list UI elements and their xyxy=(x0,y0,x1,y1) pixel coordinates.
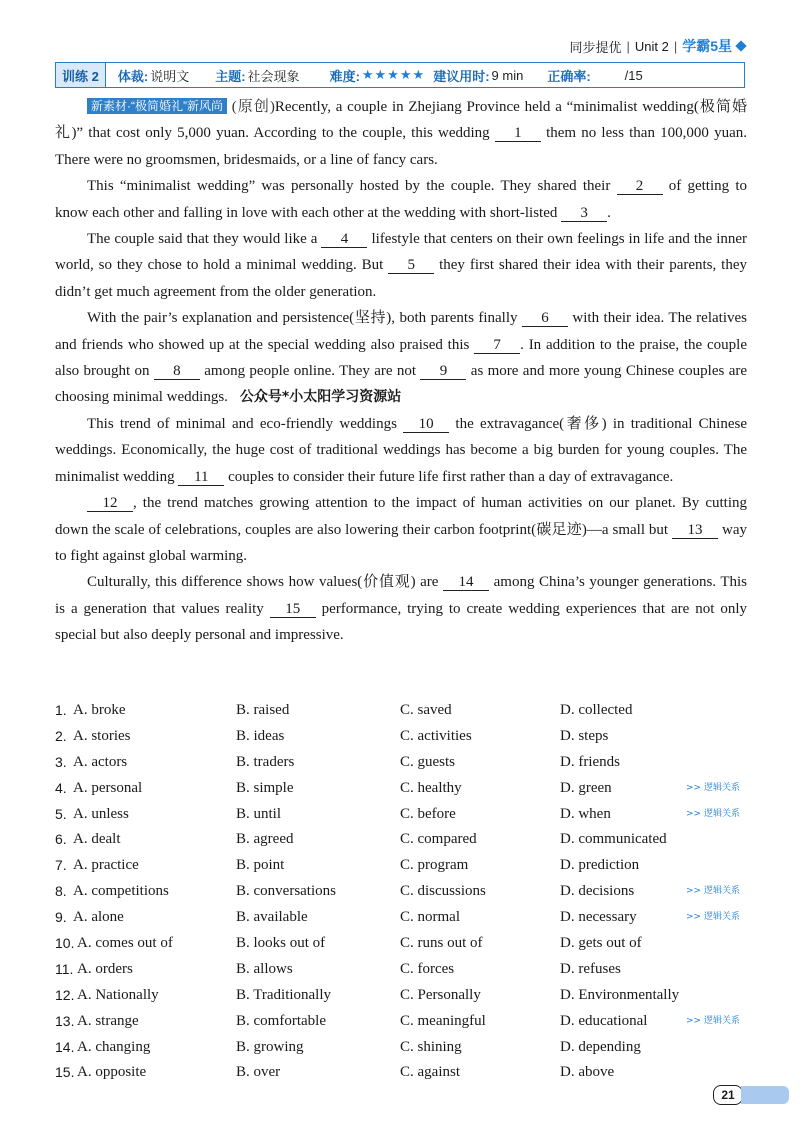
source-tag: 新素材·“极简婚礼”新风尚 xyxy=(87,98,227,114)
option-d[interactable]: D. above xyxy=(560,1064,615,1081)
option-d[interactable]: D. depending xyxy=(560,1038,641,1055)
paragraph-7: Culturally, this difference shows how values(价值观) are 14 among China’s younger generations. This is a generation that values reality 15 performance, trying to create wedding experiences that are not only special but also deeply personal and impressive. xyxy=(55,574,748,644)
logic-relation-note: >> 逻辑关系 xyxy=(686,782,740,793)
answer-options xyxy=(55,698,755,1086)
watermark-text: 公众号*小太阳学习资源站 xyxy=(239,389,402,406)
page-number: 21 xyxy=(713,1085,743,1105)
blank-15[interactable]: 15 xyxy=(270,601,316,618)
blank-6[interactable]: 6 xyxy=(522,310,568,327)
question-row: 14. A. changing B. growing C. shining D. depending xyxy=(55,1035,755,1061)
paragraph-6: 12 , the trend matches growing attention to the impact of human activities on our planet. By cutting down the scale of celebrations, couples are also lowering their carbon footprint(碳足迹)—a small but 13 way to fight against global warming. xyxy=(55,495,747,564)
option-a[interactable]: A. opposite xyxy=(77,1064,147,1081)
option-c[interactable]: C. Personally xyxy=(400,986,481,1003)
option-b[interactable]: B. simple xyxy=(236,779,294,796)
option-c[interactable]: C. against xyxy=(400,1064,460,1081)
option-c[interactable]: C. healthy xyxy=(400,779,462,796)
logic-relation-note: >> 逻辑关系 xyxy=(686,1015,740,1026)
blank-1[interactable]: 1 xyxy=(495,125,541,142)
difficulty-label: 难度: xyxy=(329,68,360,84)
blank-8[interactable]: 8 xyxy=(154,363,200,380)
accuracy-label: 正确率: xyxy=(547,68,591,84)
paragraph-5: This trend of minimal and eco-friendly weddings 10 the extravagance(奢侈) in traditional Chinese weddings. Economically, the huge cost of traditional weddings has become a big burden for young couples. The minimalist wedding 11 couples to consider their future life first rather than a day of extravagance. xyxy=(55,415,747,485)
option-b[interactable]: B. available xyxy=(236,909,308,926)
option-a[interactable]: A. practice xyxy=(73,857,139,874)
option-a[interactable]: A. Nationally xyxy=(77,986,159,1003)
logic-relation-note: >> 逻辑关系 xyxy=(686,912,740,923)
option-c[interactable]: C. discussions xyxy=(400,883,486,900)
option-b[interactable]: B. looks out of xyxy=(236,935,326,952)
blank-10[interactable]: 10 xyxy=(403,416,449,433)
option-c[interactable]: C. activities xyxy=(400,727,472,744)
option-d[interactable]: D. decisions xyxy=(560,883,635,900)
topic-value: 社会现象 xyxy=(247,68,300,84)
blank-4[interactable]: 4 xyxy=(321,231,367,248)
option-d[interactable]: D. communicated xyxy=(560,831,667,848)
blank-14[interactable]: 14 xyxy=(443,574,489,591)
option-a[interactable]: A. stories xyxy=(73,727,131,744)
option-c[interactable]: C. guests xyxy=(400,753,456,770)
training-label: 训练 2 xyxy=(56,63,106,87)
blank-3[interactable]: 3 xyxy=(561,205,607,222)
option-b[interactable]: B. traders xyxy=(236,753,295,770)
option-b[interactable]: B. allows xyxy=(236,960,293,977)
unit-label: Unit 2 xyxy=(634,38,669,54)
option-d[interactable]: D. when xyxy=(560,805,611,822)
option-d[interactable]: D. educational xyxy=(560,1012,648,1029)
genre-value: 说明文 xyxy=(150,68,190,84)
option-a[interactable]: A. strange xyxy=(77,1012,139,1029)
option-c[interactable]: C. forces xyxy=(400,960,455,977)
option-a[interactable]: A. orders xyxy=(77,960,133,977)
blank-12[interactable]: 12 xyxy=(87,495,133,512)
logic-relation-note: >> 逻辑关系 xyxy=(686,886,740,897)
option-d[interactable]: D. prediction xyxy=(560,857,640,874)
option-a[interactable]: A. unless xyxy=(73,805,129,822)
option-d[interactable]: D. necessary xyxy=(560,909,637,926)
page-footer xyxy=(713,1085,789,1105)
blank-9[interactable]: 9 xyxy=(420,363,466,380)
question-row: 13. A. strange B. comfortable C. meaningful D. educational >> 逻辑关系 xyxy=(55,1009,755,1035)
question-row: 15. A. opposite B. over C. against D. above xyxy=(55,1060,755,1086)
blank-11[interactable]: 11 xyxy=(178,469,224,486)
page-tab-decoration xyxy=(741,1086,789,1104)
option-b[interactable]: B. agreed xyxy=(236,831,294,848)
option-b[interactable]: B. over xyxy=(236,1064,281,1081)
difficulty-stars-icon: ★★★★★ xyxy=(361,67,426,82)
option-b[interactable]: B. point xyxy=(236,857,285,874)
original-note: (原创) xyxy=(231,99,275,115)
question-row: 7. A. practice B. point C. program D. prediction xyxy=(55,853,755,879)
option-c[interactable]: C. compared xyxy=(400,831,477,848)
accuracy-value: /15 xyxy=(624,67,643,83)
option-d[interactable]: D. refuses xyxy=(560,960,621,977)
option-a[interactable]: A. alone xyxy=(73,909,124,926)
blank-5[interactable]: 5 xyxy=(388,257,434,274)
blank-7[interactable]: 7 xyxy=(474,337,520,354)
option-a[interactable]: A. actors xyxy=(73,753,128,770)
cloze-passage xyxy=(55,94,747,649)
blank-2[interactable]: 2 xyxy=(617,178,663,195)
option-d[interactable]: D. friends xyxy=(560,753,620,770)
logic-relation-note: >> 逻辑关系 xyxy=(686,808,740,819)
option-b[interactable]: B. Traditionally xyxy=(236,986,332,1003)
brand-logo: 学霸5星 xyxy=(682,38,732,54)
option-a[interactable]: A. changing xyxy=(77,1038,151,1055)
option-b[interactable]: B. until xyxy=(236,805,282,822)
blank-13[interactable]: 13 xyxy=(672,522,718,539)
paragraph-1: 新素材·“极简婚礼”新风尚 (原创)Recently, a couple in Zhejiang Province held a “minimalist wedding(极简婚礼)” that cost only 5,000 yuan. According to the couple, this wedding 1 them no less than 100,000 yuan. There were no groomsmen, bridesmaids, or a line of fancy cars. xyxy=(55,99,747,168)
option-b[interactable]: B. comfortable xyxy=(236,1012,326,1029)
question-row: 5. A. unless B. until C. before D. when >> 逻辑关系 xyxy=(55,802,755,828)
page-header: 同步提优 | Unit 2 | 学霸5星 xyxy=(569,36,745,56)
option-a[interactable]: A. personal xyxy=(73,779,143,796)
option-a[interactable]: A. dealt xyxy=(73,831,121,848)
question-row: 9. A. alone B. available C. normal D. necessary >> 逻辑关系 xyxy=(55,905,755,931)
paragraph-3: The couple said that they would like a 4 lifestyle that centers on their own feelings in life and the inner world, so they chose to hold a minimal wedding. But 5 they first shared their idea with their parents, they didn’t get much agreement from the older generation. xyxy=(55,231,748,300)
option-d[interactable]: D. gets out of xyxy=(560,935,642,952)
question-row: 10. A. comes out of B. looks out of C. runs out of D. gets out of xyxy=(55,931,755,957)
time-label: 建议用时: xyxy=(433,68,490,84)
option-a[interactable]: A. broke xyxy=(73,702,126,718)
exercise-info-bar xyxy=(55,62,745,88)
option-c[interactable]: C. meaningful xyxy=(400,1012,486,1029)
question-row: 11. A. orders B. allows C. forces D. refuses xyxy=(55,957,755,983)
question-row: 1. A. broke B. raised C. saved D. collected xyxy=(55,698,755,724)
time-value: 9 min xyxy=(491,67,524,83)
option-c[interactable]: C. runs out of xyxy=(400,935,483,952)
question-row: 3. A. actors B. traders C. guests D. friends xyxy=(55,750,755,776)
question-row: 2. A. stories B. ideas C. activities D. steps xyxy=(55,724,755,750)
option-b[interactable]: B. ideas xyxy=(236,727,285,744)
option-b[interactable]: B. growing xyxy=(236,1038,304,1055)
topic-label: 主题: xyxy=(215,68,246,84)
option-c[interactable]: C. shining xyxy=(400,1038,462,1055)
option-a[interactable]: A. comes out of xyxy=(77,935,173,952)
paragraph-4: With the pair’s explanation and persistence(坚持), both parents finally 6 with their idea. The relatives and friends who showed up at the special wedding also praised this 7 . In addition to the praise, the couple also brought on 8 among people online. They are not 9 as more and more young Chinese couples are choosing minimal weddings. 公众号*小太阳学习资源站 xyxy=(55,310,748,406)
brand-mark-icon xyxy=(735,40,746,51)
paragraph-2: This “minimalist wedding” was personally hosted by the couple. They shared their 2 of getting to know each other and falling in love with each other at the wedding with short-listed 3 . xyxy=(55,178,747,221)
option-d[interactable]: D. collected xyxy=(560,702,633,718)
question-row: 4. A. personal B. simple C. healthy D. green >> 逻辑关系 xyxy=(55,776,755,802)
option-b[interactable]: B. conversations xyxy=(236,883,336,900)
option-d[interactable]: D. green xyxy=(560,779,612,796)
question-row: 12. A. Nationally B. Traditionally C. Personally D. Environmentally xyxy=(55,983,755,1009)
series-name: 同步提优 xyxy=(569,39,622,55)
question-row: 8. A. competitions B. conversations C. discussions D. decisions >> 逻辑关系 xyxy=(55,879,755,905)
question-row: 6. A. dealt B. agreed C. compared D. communicated xyxy=(55,827,755,853)
option-c[interactable]: C. normal xyxy=(400,909,460,926)
option-b[interactable]: B. raised xyxy=(236,702,290,718)
option-a[interactable]: A. competitions xyxy=(73,883,169,900)
option-d[interactable]: D. steps xyxy=(560,727,609,744)
option-c[interactable]: C. program xyxy=(400,857,469,874)
option-c[interactable]: C. before xyxy=(400,805,456,822)
genre-label: 体裁: xyxy=(117,68,149,84)
option-d[interactable]: D. Environmentally xyxy=(560,986,680,1003)
option-c[interactable]: C. saved xyxy=(400,702,452,718)
